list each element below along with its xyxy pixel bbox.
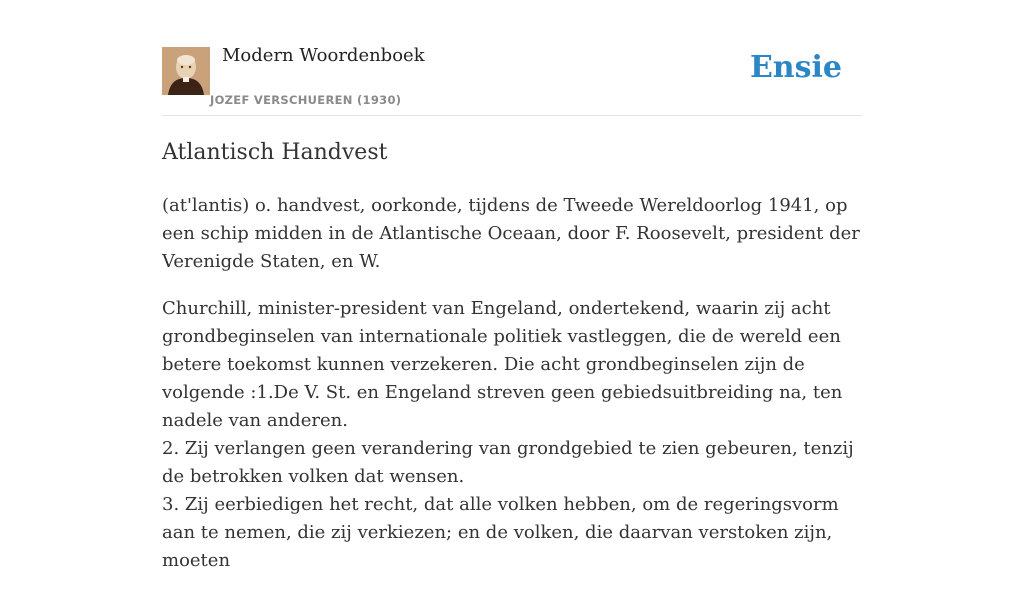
entry-list-item: 3. Zij eerbiedigen het recht, dat alle volken hebben, om de regeringsvorm aan te nemen, die zij verkiezen; en de volken, die daarvan verstoken zijn, moeten (162, 494, 839, 571)
ensie-logo[interactable]: Ensie (749, 50, 842, 85)
source-header (162, 0, 862, 116)
entry-text: Churchill, minister-president van Engeland, ondertekend, waarin zij acht grondbeginselen van internationale politiek vastleggen, die de wereld een betere toekomst kunnen verzekeren. Die acht grondbeginselen zijn de volgende :1.De V. St. en Engeland streven geen gebiedsuitbreiding na, ten nadele van anderen. (162, 298, 843, 431)
source-title[interactable]: Modern Woordenboek (222, 45, 425, 66)
entry-paragraph: (at'lantis) o. handvest, oorkonde, tijdens de Tweede Wereldoorlog 1941, op een schip midden in de Atlantische Oceaan, door F. Roosevelt, president der Verenigde Staten, en W. (162, 195, 860, 272)
entry-title: Atlantisch Handvest (162, 140, 388, 165)
entry-paragraph (162, 295, 867, 575)
avatar[interactable] (162, 47, 210, 95)
author-name[interactable]: JOZEF VERSCHUEREN (1930) (210, 93, 402, 107)
entry-body (162, 192, 867, 594)
author-portrait-icon (162, 47, 210, 95)
entry-list-item: 2. Zij verlangen geen verandering van grondgebied te zien gebeuren, tenzij de betrokken volken dat wensen. (162, 438, 854, 487)
